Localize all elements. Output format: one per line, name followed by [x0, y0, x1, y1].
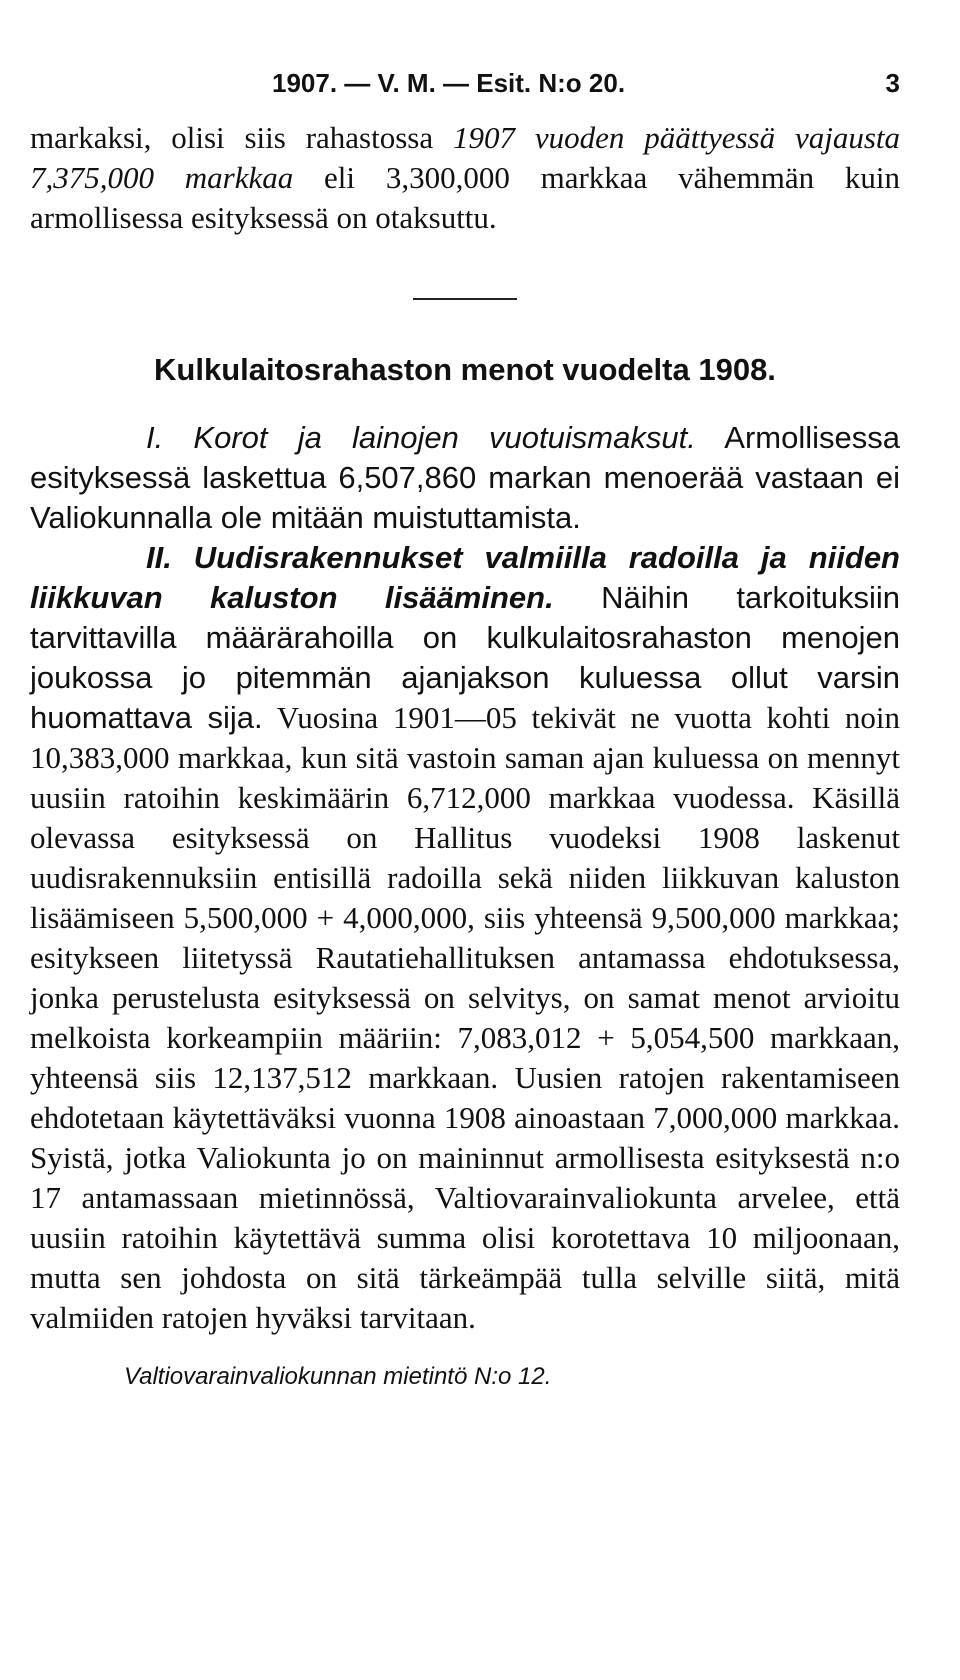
paragraph-i-title: I. Korot ja lainojen vuotuismaksut. — [146, 420, 696, 455]
paragraph-i-text: Armollisessa esityksessä laskettua 6,507,860 markan menoerää vastaan ei Valiokunnalla ole mitään muistuttamista. — [30, 420, 900, 535]
intro-paragraph — [30, 118, 900, 238]
intro-text-1: markaksi, olisi siis rahastossa — [30, 120, 453, 155]
paragraph-ii-text-serif: Vuosina 1901—05 tekivät ne vuotta kohti noin 10,383,000 markkaa, kun sitä vastoin saman ajan kuluessa on mennyt uusiin ratoihin keskimäärin 6,712,000 markkaa vuodessa. Käsillä olevassa esityksessä on Hallitus vuodeksi 1908 laskenut uudisrakennuksiin entisillä radoilla sekä niiden liikkuvan kaluston lisäämiseen 5,500,000 + 4,000,000, siis yhteensä 9,500,000 markkaa; esitykseen liitetyssä Rautatiehallituksen antamassa ehdotuksessa, jonka perustelusta esityksessä on selvitys, on samat menot arvioitu melkoista korkeampiin määriin: 7,083,012 + 5,054,500 markkaan, yhteensä siis 12,137,512 markkaan. Uusien ratojen rakentamiseen ehdotetaan käytettäväksi vuonna 1908 ainoastaan 7,000,000 markkaa. Syistä, jotka Valiokunta jo on maininnut armollisesta esityksestä n:o 17 antamassaan mietinnössä, Valtiovarainvaliokunta arvelee, että uusiin ratoihin käytettävä summa olisi korotettava 10 miljoonaan, mutta sen johdosta on sitä tärkeämpää tulla selville siitä, mitä valmiiden ratojen hyväksi tarvitaan. — [30, 700, 901, 1335]
intro-emphasis: 1907 vuoden päättyessä vajausta 7,375,000 markkaa — [30, 120, 900, 195]
header-citation: 1907. — V. M. — Esit. N:o 20. — [272, 68, 626, 98]
paragraph-ii-title: II. Uudisrakennukset valmiilla radoilla ja niiden liikkuvan kaluston lisääminen. — [30, 540, 900, 615]
running-header — [30, 60, 900, 108]
paragraph-ii-text-sans: Näihin tarkoituksiin tarvittavilla määrärahoilla on kulkulaitosrahaston menojen joukossa jo pitemmän ajanjakson kuluessa ollut varsin huomattava sija. — [30, 580, 900, 735]
paragraph-i — [30, 418, 900, 538]
page-number: 3 — [885, 68, 900, 98]
footer-signature: Valtiovarainvaliokunnan mietintö N:o 12. — [124, 1363, 552, 1390]
intro-text-3: eli 3,300,000 markkaa vähemmän kuin armollisessa esityksessä on otaksuttu. — [30, 160, 900, 235]
section-divider — [413, 298, 517, 300]
section-heading: Kulkulaitosrahaston menot vuodelta 1908. — [154, 352, 776, 387]
paragraph-ii — [30, 538, 900, 1338]
page-content — [30, 60, 900, 1392]
